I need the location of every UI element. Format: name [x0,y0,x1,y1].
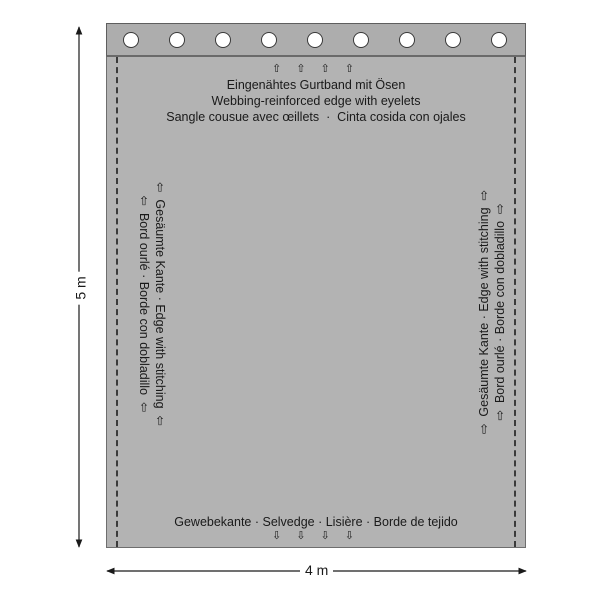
width-dimension-label: 4 m [300,562,333,578]
top-label-fr-es: Sangle cousue avec œillets · Cinta cosida con ojales [166,110,466,124]
top-arrows: ⇧ ⇧ ⇧ ⇧ [271,63,361,75]
left-edge-label-1: ⇦ Gesäumte Kante · Edge with stitching ⇦ [153,182,167,426]
top-label-de: Eingenähtes Gurtband mit Ösen [226,78,406,92]
right-edge-label-1: ⇨ Gesäumte Kante · Edge with stitching ⇨ [477,190,491,434]
top-label-en: Webbing-reinforced edge with eyelets [211,94,421,108]
height-dimension-label: 5 m [73,271,89,304]
bottom-selvedge-label: Gewebekante · Selvedge · Lisière · Borde de tejido [174,515,458,529]
left-edge-label-2: ⇦ Bord ourlé · Borde con dobladillo ⇦ [137,195,151,413]
bottom-arrows: ⇩ ⇩ ⇩ ⇩ [271,530,361,542]
right-edge-label-2: ⇨ Bord ourlé · Borde con dobladillo ⇨ [493,203,507,421]
